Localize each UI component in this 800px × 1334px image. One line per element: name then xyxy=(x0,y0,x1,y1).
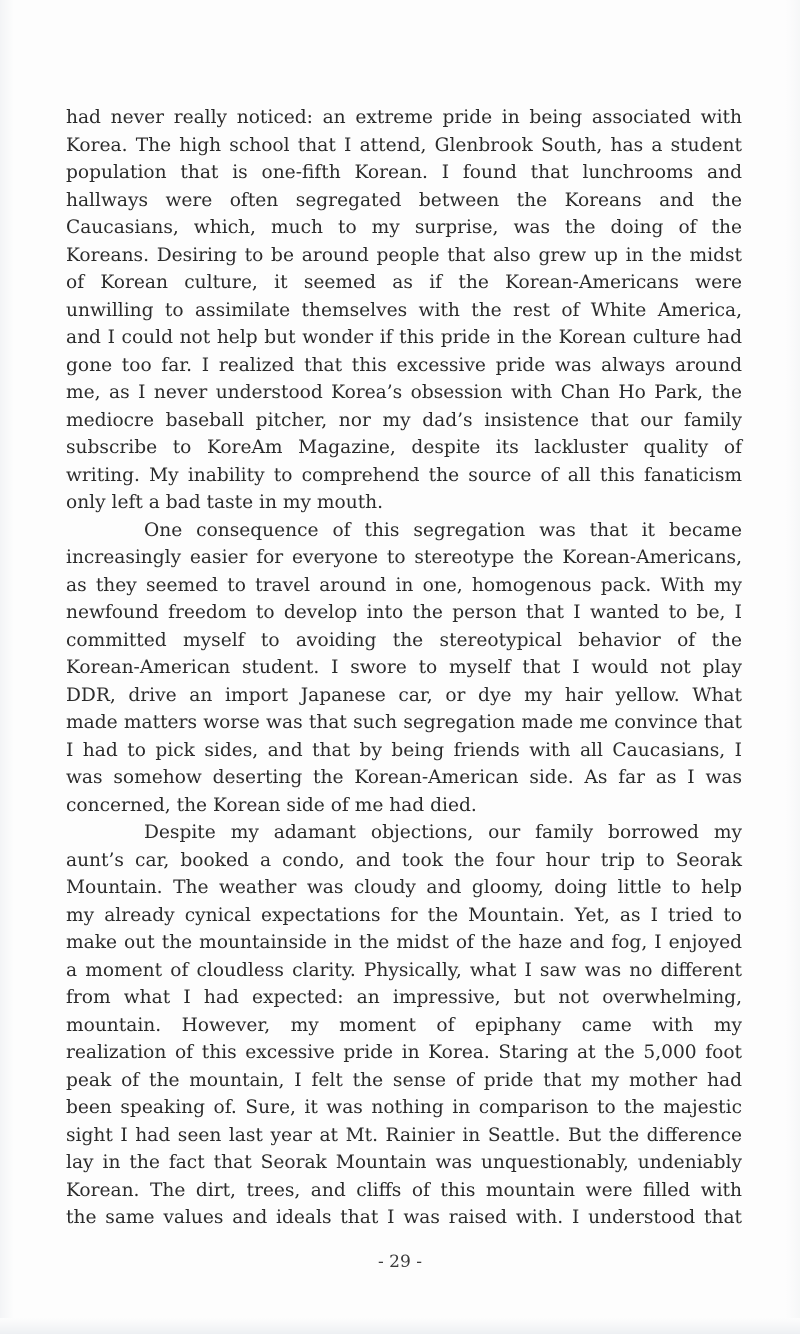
text-line: was somehow deserting the Korean-American side. As far as I was xyxy=(66,767,742,788)
text-line: of Korean culture, it seemed as if the Korean-Americans were xyxy=(66,272,742,293)
body-text xyxy=(66,104,742,1232)
text-line: only left a bad taste in my mouth. xyxy=(66,492,384,513)
text-line: DDR, drive an import Japanese car, or dye my hair yellow. What xyxy=(66,684,742,706)
text-line: writing. My inability to comprehend the source of all this fanaticism xyxy=(66,464,742,486)
text-line: realization of this excessive pride in Korea. Staring at the 5,000 foot xyxy=(66,1042,742,1063)
text-line: Korea. The high school that I attend, Glenbrook South, has a student xyxy=(66,134,742,156)
text-line: Caucasians, which, much to my surprise, was the doing of the xyxy=(66,217,742,238)
text-line: lay in the fact that Seorak Mountain was unquestionably, undeniably xyxy=(66,1152,742,1173)
text-line: increasingly easier for everyone to stereotype the Korean-Americans, xyxy=(66,547,742,568)
text-line: Mountain. The weather was cloudy and gloomy, doing little to help xyxy=(66,877,742,898)
text-line: committed myself to avoiding the stereotypical behavior of the xyxy=(66,629,742,651)
text-line: I had to pick sides, and that by being friends with all Caucasians, I xyxy=(66,739,742,761)
text-line: and I could not help but wonder if this pride in the Korean culture had xyxy=(66,327,742,348)
text-line: a moment of cloudless clarity. Physically, what I saw was no different xyxy=(66,959,742,981)
text-line: aunt’s car, booked a condo, and took the four hour trip to Seorak xyxy=(66,849,742,871)
page-bottom-edge xyxy=(0,1318,800,1334)
text-line: been speaking of. Sure, it was nothing in comparison to the majestic xyxy=(66,1097,742,1118)
text-line: Koreans. Desiring to be around people that also grew up in the midst xyxy=(66,244,742,266)
text-line: population that is one-fifth Korean. I found that lunchrooms and xyxy=(66,162,742,183)
page-number: - 29 - xyxy=(378,1252,422,1272)
text-line: the same values and ideals that I was raised with. I understood that xyxy=(66,1207,742,1228)
text-line: gone too far. I realized that this excessive pride was always around xyxy=(66,354,742,376)
text-line: make out the mountainside in the midst of the haze and fog, I enjoyed xyxy=(66,932,742,953)
text-line: as they seemed to travel around in one, homogenous pack. With my xyxy=(66,574,742,596)
text-line: mountain. However, my moment of epiphany came with my xyxy=(66,1014,742,1036)
text-line: Korean-American student. I swore to myself that I would not play xyxy=(66,657,742,678)
text-line: me, as I never understood Korea’s obsession with Chan Ho Park, the xyxy=(66,382,742,403)
text-line: hallways were often segregated between the Koreans and the xyxy=(66,189,742,211)
text-line: Despite my adamant objections, our family borrowed my xyxy=(144,822,742,843)
text-line: from what I had expected: an impressive, but not overwhelming, xyxy=(66,987,742,1008)
text-line: unwilling to assimilate themselves with the rest of White America, xyxy=(66,299,742,321)
text-line: made matters worse was that such segregation made me convince that xyxy=(66,712,742,733)
text-line: Korean. The dirt, trees, and cliffs of this mountain were filled with xyxy=(66,1179,742,1201)
text-line: peak of the mountain, I felt the sense of pride that my mother had xyxy=(66,1069,742,1091)
text-line: subscribe to KoreAm Magazine, despite its lackluster quality of xyxy=(66,437,742,458)
text-line: concerned, the Korean side of me had died. xyxy=(66,794,477,816)
text-line: newfound freedom to develop into the person that I wanted to be, I xyxy=(66,602,742,623)
text-line: One consequence of this segregation was that it became xyxy=(144,519,742,541)
text-line: sight I had seen last year at Mt. Rainier in Seattle. But the difference xyxy=(66,1124,742,1146)
text-line: had never really noticed: an extreme pride in being associated with xyxy=(66,107,742,128)
text-line: mediocre baseball pitcher, nor my dad’s insistence that our family xyxy=(66,409,742,431)
text-line: my already cynical expectations for the Mountain. Yet, as I tried to xyxy=(66,904,742,926)
